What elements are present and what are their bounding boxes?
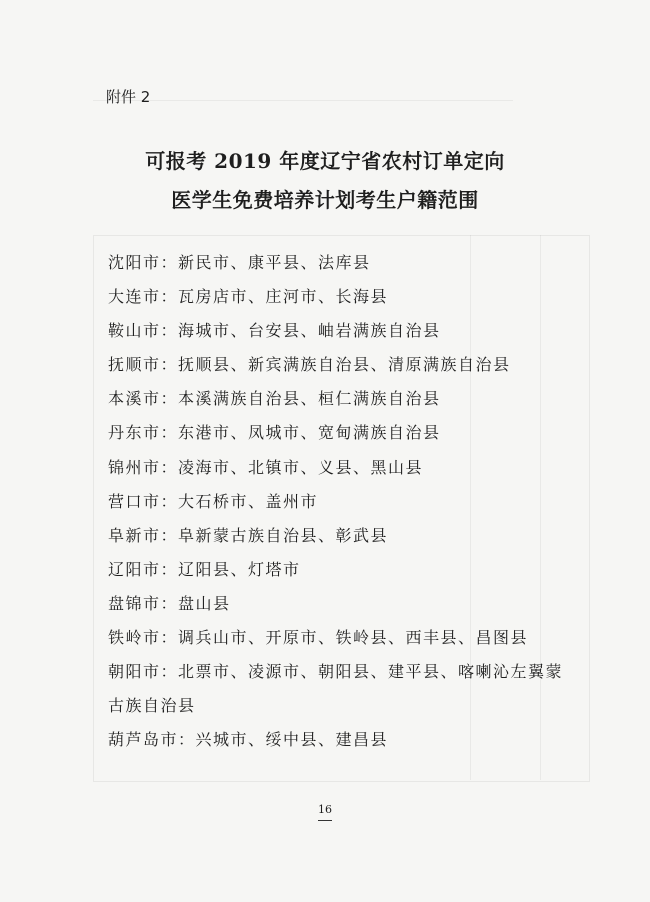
region-entry: 铁岭市：调兵山市、开原市、铁岭县、西丰县、昌图县 (108, 628, 529, 648)
region-entry: 葫芦岛市：兴城市、绥中县、建昌县 (108, 730, 389, 750)
document-title-line-2: 医学生免费培养计划考生户籍范围 (171, 188, 479, 212)
region-entry: 本溪市：本溪满族自治县、桓仁满族自治县 (108, 389, 441, 409)
region-entry: 锦州市：凌海市、北镇市、义县、黑山县 (108, 457, 424, 477)
region-entry: 抚顺市：抚顺县、新宾满族自治县、清原满族自治县 (108, 355, 511, 375)
page-number-underline (318, 820, 332, 821)
region-entry: 鞍山市：海城市、台安县、岫岩满族自治县 (108, 321, 441, 341)
region-entry: 丹东市：东港市、凤城市、宽甸满族自治县 (108, 423, 441, 443)
page-number: 16 (318, 803, 332, 816)
region-entry: 沈阳市：新民市、康平县、法库县 (108, 253, 371, 272)
region-entry: 朝阳市：北票市、凌源市、朝阳县、建平县、喀喇沁左翼蒙 (108, 662, 564, 682)
region-list (108, 253, 564, 764)
show-through-line (93, 100, 513, 101)
region-entry: 阜新市：阜新蒙古族自治县、彰武县 (108, 525, 389, 545)
region-entry: 辽阳市：辽阳县、灯塔市 (108, 559, 301, 579)
document-title-line-1: 可报考 2019 年度辽宁省农村订单定向 (145, 149, 505, 173)
attachment-label: 附件 2 (106, 88, 151, 106)
region-entry: 营口市：大石桥市、盖州市 (108, 491, 319, 511)
region-entry: 盘锦市：盘山县 (108, 593, 231, 613)
region-entry: 大连市：瓦房店市、庄河市、长海县 (108, 287, 389, 307)
region-entry-continuation: 古族自治县 (108, 696, 196, 716)
